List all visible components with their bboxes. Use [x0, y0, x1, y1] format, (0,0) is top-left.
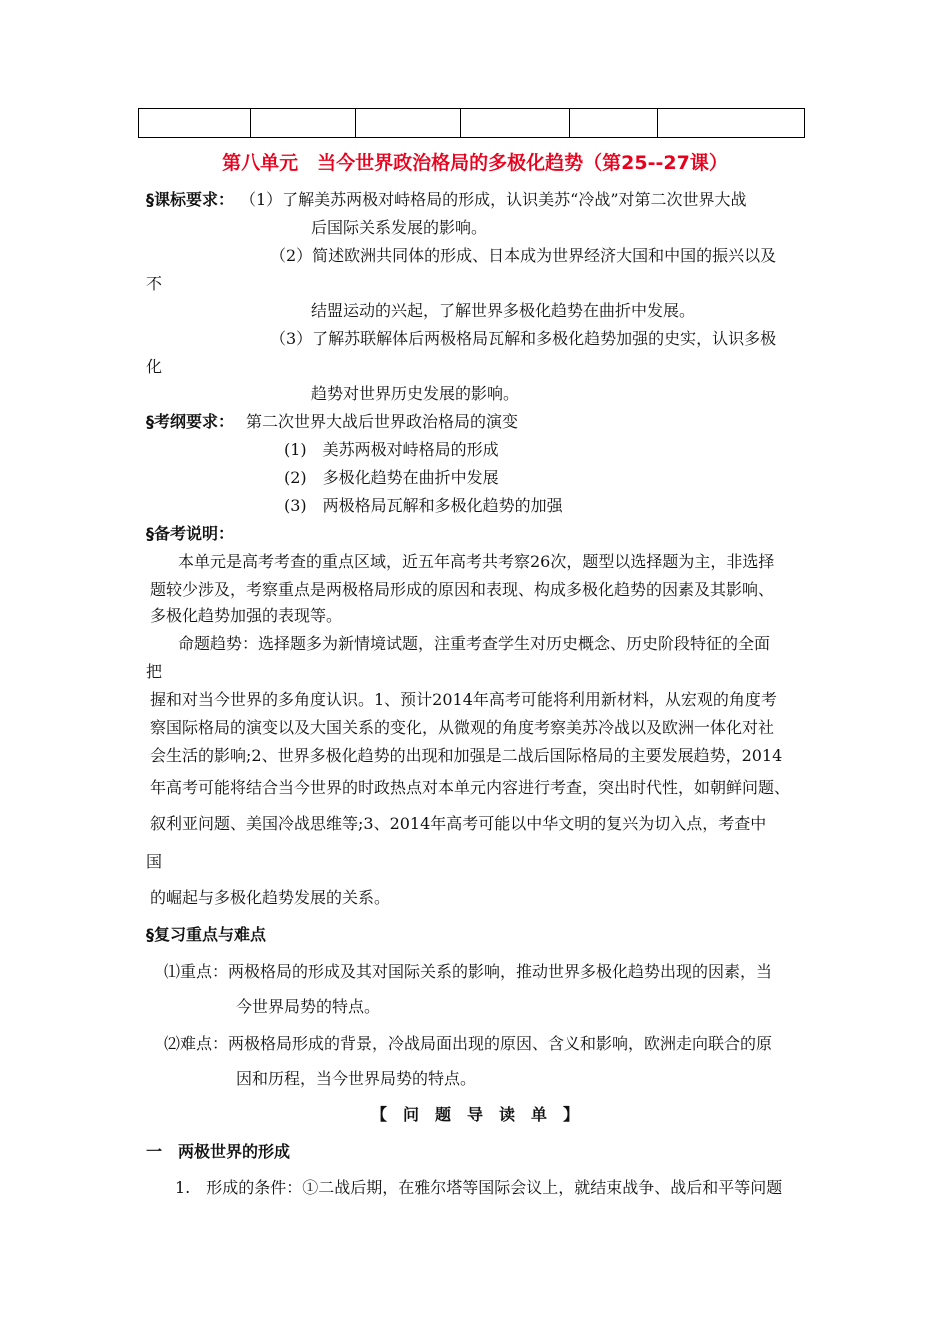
prep-p1-line2: 题较少涉及，考察重点是两极格局形成的原因和表现、构成多极化趋势的因素及其影响、 — [150, 580, 775, 599]
curriculum-label: §课标要求： — [146, 190, 235, 209]
prep-p2-line3: 察国际格局的演变以及大国关系的变化，从微观的角度考察美苏冷战以及欧洲一体化对社 — [150, 718, 775, 737]
unit-title: 第八单元 当今世界政治格局的多极化趋势（第25--27课） — [222, 152, 728, 174]
guide-section-1: 一 两极世界的形成 — [146, 1142, 291, 1161]
curriculum-req1-line1: （1）了解美苏两极对峙格局的形成，认识美苏“冷战”对第二次世界大战 — [240, 190, 747, 209]
curriculum-req2-wrap: 不 — [146, 274, 163, 293]
syllabus-label: §考纲要求： — [146, 412, 235, 431]
table-cell — [461, 109, 570, 138]
syllabus-item-2: (2) 多极化趋势在曲折中发展 — [284, 468, 499, 487]
table-cell — [570, 109, 658, 138]
prep-p2-line2: 握和对当今世界的多角度认识。1、预计2014年高考可能将利用新材料，从宏观的角度考 — [150, 690, 777, 709]
prep-label: §备考说明： — [146, 524, 235, 543]
prep-p2-line5: 年高考可能将结合当今世界的时政热点对本单元内容进行考查，突出时代性，如朝鲜问题、 — [150, 778, 791, 797]
prep-p2-line7: 的崛起与多极化趋势发展的关系。 — [150, 888, 391, 907]
review-diff-line2: 因和历程，当今世界局势的特点。 — [236, 1069, 477, 1088]
curriculum-req1-line2: 后国际关系发展的影响。 — [311, 218, 488, 237]
table-cell — [658, 109, 805, 138]
table-cell — [139, 109, 251, 138]
curriculum-req2-line2: 结盟运动的兴起，了解世界多极化趋势在曲折中发展。 — [311, 301, 696, 320]
syllabus-item-1: (1) 美苏两极对峙格局的形成 — [284, 440, 499, 459]
syllabus-text: 第二次世界大战后世界政治格局的演变 — [246, 412, 519, 431]
curriculum-req3-line2: 趋势对世界历史发展的影响。 — [311, 384, 520, 403]
prep-p1-line3: 多极化趋势加强的表现等。 — [150, 606, 343, 625]
prep-p2-line4: 会生活的影响;2、世界多极化趋势的出现和加强是二战后国际格局的主要发展趋势，2014 — [150, 746, 783, 765]
table-cell — [356, 109, 461, 138]
curriculum-req2-line1: （2）简述欧洲共同体的形成、日本成为世界经济大国和中国的振兴以及 — [270, 246, 777, 265]
prep-p1-line1: 本单元是高考考查的重点区域，近五年高考共考察26次，题型以选择题为主，非选择 — [178, 552, 775, 571]
prep-p2-line1: 命题趋势：选择题多为新情境试题，注重考查学生对历史概念、历史阶段特征的全面 — [178, 634, 771, 653]
guide-heading: 【 问 题 导 读 单 】 — [370, 1105, 579, 1124]
header-table — [138, 108, 805, 138]
prep-p2-line6: 叙利亚问题、美国冷战思维等;3、2014年高考可能以中华文明的复兴为切入点，考查中 — [150, 814, 767, 833]
prep-p2-wrap2: 国 — [146, 852, 163, 871]
review-label: §复习重点与难点 — [146, 925, 267, 944]
prep-p2-wrap: 把 — [146, 662, 163, 681]
curriculum-req3-wrap: 化 — [146, 357, 163, 376]
table-cell — [251, 109, 356, 138]
guide-item-1: 1. 形成的条件：①二战后期，在雅尔塔等国际会议上，就结束战争、战后和平等问题 — [175, 1178, 783, 1197]
curriculum-req3-line1: （3）了解苏联解体后两极格局瓦解和多极化趋势加强的史实，认识多极 — [270, 329, 777, 348]
review-key-line2: 今世界局势的特点。 — [236, 997, 381, 1016]
syllabus-item-3: (3) 两极格局瓦解和多极化趋势的加强 — [284, 496, 563, 515]
review-key-line1: ⑴重点：两极格局的形成及其对国际关系的影响，推动世界多极化趋势出现的因素，当 — [164, 962, 773, 981]
review-diff-line1: ⑵难点：两极格局形成的背景，冷战局面出现的原因、含义和影响，欧洲走向联合的原 — [164, 1034, 773, 1053]
